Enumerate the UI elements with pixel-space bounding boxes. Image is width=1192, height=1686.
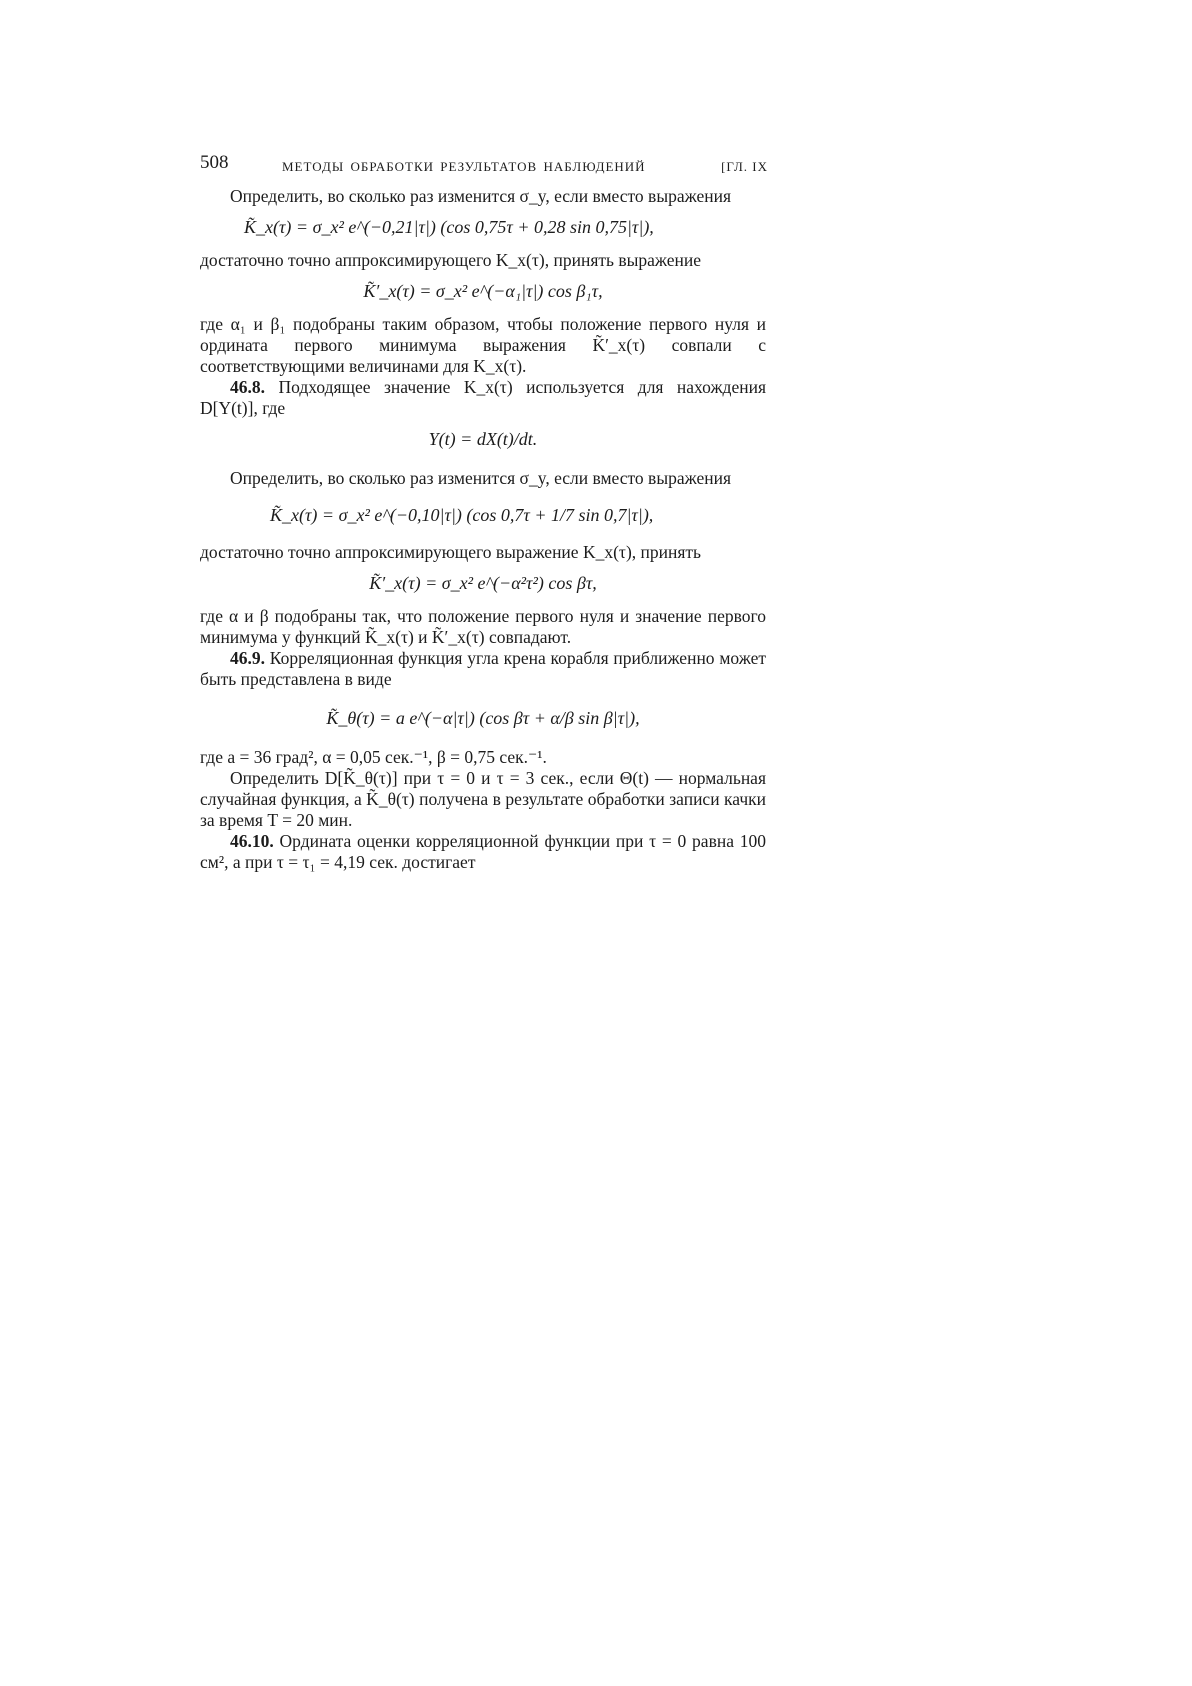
problem-46-8-text: Подходящее значение K_x(τ) используется для нахождения D[Y(t)], где xyxy=(200,377,766,418)
problem-number-46-9: 46.9. xyxy=(230,648,265,668)
paragraph-intro-2: Определить, во сколько раз изменится σ_y, если вместо выражения xyxy=(230,468,732,488)
problem-46-8 xyxy=(200,377,766,419)
formula-3: Y(t) = dX(t)/dt. xyxy=(428,429,538,449)
problem-46-10 xyxy=(200,831,766,873)
problem-46-9 xyxy=(200,648,766,690)
formula-5: K̃′_x(τ) = σ_x² e^(−α²τ²) cos βτ, xyxy=(369,573,597,593)
paragraph-task-46-9: Определить D[K̃_θ(τ)] при τ = 0 и τ = 3 сек., если Θ(t) — нормальная случайная функция, а K̃_θ(τ) получена в результате обработки записи качки за время T = 20 мин. xyxy=(200,768,766,830)
paragraph-params: где a = 36 град², α = 0,05 сек.⁻¹, β = 0,75 сек.⁻¹. xyxy=(200,747,547,767)
problem-46-9-text: Корреляционная функция угла крена корабля приближенно может быть представлена в виде xyxy=(200,648,766,689)
formula-2: K̃′_x(τ) = σ_x² e^(−α₁|τ|) cos β₁τ, xyxy=(363,281,603,301)
chapter-label: [ГЛ. IX xyxy=(721,159,768,174)
paragraph-tail-1: где α₁ и β₁ подобраны таким образом, чтобы положение первого нуля и ордината первого минимума выражения K̃′_x(τ) совпали с соответствующими величинами для K_x(τ). xyxy=(200,314,766,376)
paragraph-intro-1: Определить, во сколько раз изменится σ_y, если вместо выражения xyxy=(230,186,732,206)
paragraph-mid-2: достаточно точно аппроксимирующего выражение K_x(τ), принять xyxy=(200,542,702,562)
book-page xyxy=(200,152,766,873)
problem-number-46-8: 46.8. xyxy=(230,377,265,397)
formula-4: K̃_x(τ) = σ_x² e^(−0,10|τ|) (cos 0,7τ + 1/7 sin 0,7|τ|), xyxy=(270,505,654,525)
paragraph-mid-1: достаточно точно аппроксимирующего K_x(τ), принять выражение xyxy=(200,250,702,270)
formula-6: K̃_θ(τ) = a e^(−α|τ|) (cos βτ + α/β sin β|τ|), xyxy=(326,708,640,728)
page-number: 508 xyxy=(200,152,229,173)
problem-46-10-text: Ордината оценки корреляционной функции при τ = 0 равна 100 см², а при τ = τ₁ = 4,19 сек. достигает xyxy=(200,831,766,872)
paragraph-tail-2: где α и β подобраны так, что положение первого нуля и значение первого минимума у функций K̃_x(τ) и K̃′_x(τ) совпадают. xyxy=(200,606,766,647)
page-header xyxy=(200,152,766,180)
formula-1: K̃_x(τ) = σ_x² e^(−0,21|τ|) (cos 0,75τ + 0,28 sin 0,75|τ|), xyxy=(244,217,654,237)
problem-number-46-10: 46.10. xyxy=(230,831,274,851)
running-title: МЕТОДЫ ОБРАБОТКИ РЕЗУЛЬТАТОВ НАБЛЮДЕНИЙ xyxy=(282,159,646,174)
